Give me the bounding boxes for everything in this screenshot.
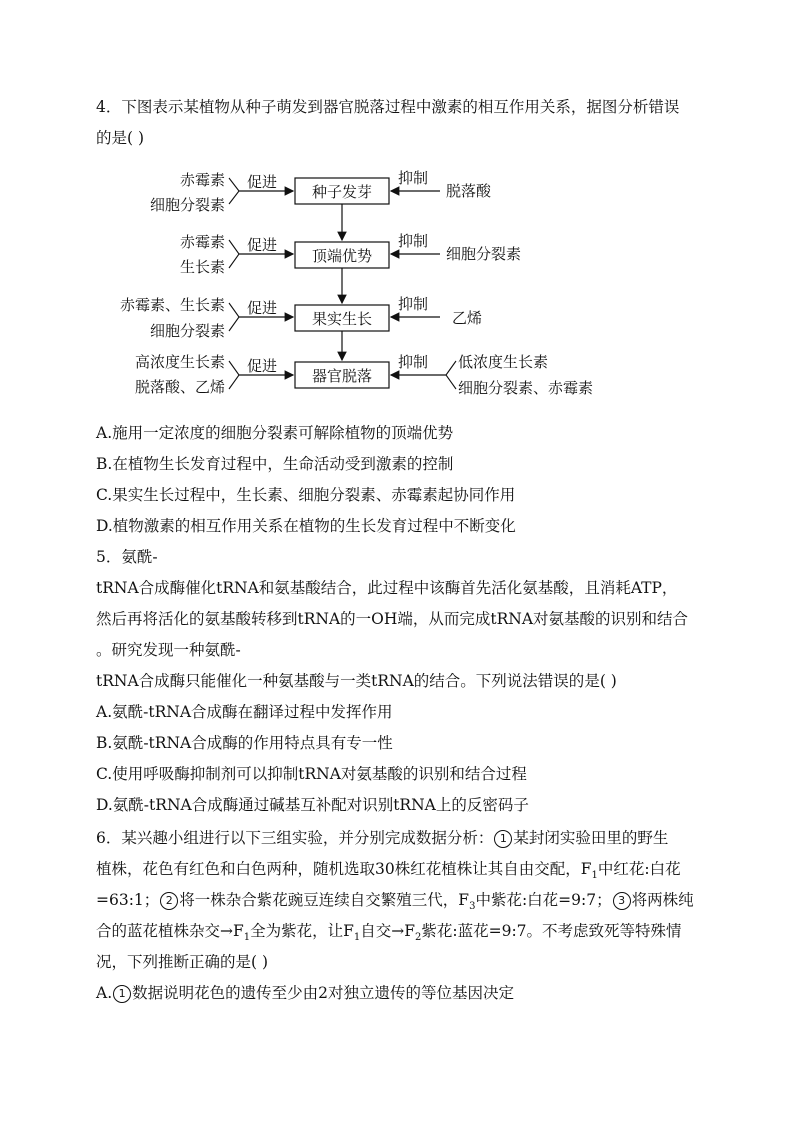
row3-inhibit-label: 抑制 (397, 295, 429, 313)
row1-promote-label: 促进 (246, 173, 278, 191)
row2-promote-label: 促进 (246, 236, 278, 254)
row1-right-a: 脱落酸 (446, 182, 492, 200)
q5-option-d: D.氨酰-tRNA合成酶通过碱基互补配对识别tRNA上的反密码子 (96, 796, 529, 814)
circled-number-2: 2 (160, 892, 178, 910)
row2-right-a: 细胞分裂素 (446, 245, 522, 263)
circled-number-1: 1 (113, 985, 131, 1003)
row4-right-a: 低浓度生长素 (458, 353, 549, 371)
row4-left-a: 高浓度生长素 (134, 353, 225, 371)
row3-left-b: 细胞分裂素 (149, 322, 225, 340)
q4-stem-line2: 的是( ) (96, 129, 145, 147)
q6-line2: 植株，花色有红色和白色两种，随机选取30株红花植株让其自由交配，$F_1$中红花:白花 (96, 860, 681, 882)
row4-inhibit-label: 抑制 (397, 353, 429, 371)
q5-line1: 5．氨酰- (96, 548, 158, 566)
row1-left-brace (229, 178, 239, 204)
row4-right-brace (446, 361, 456, 389)
row1-left-b: 细胞分裂素 (149, 196, 225, 214)
q5-option-b: B.氨酰-tRNA合成酶的作用特点具有专一性 (96, 734, 393, 752)
row4-left-brace (229, 361, 239, 389)
row3-left-brace (229, 303, 239, 331)
q4-option-c: C.果实生长过程中，生长素、细胞分裂素、赤霉素起协同作用 (96, 486, 516, 504)
q4-option-a: A.施用一定浓度的细胞分裂素可解除植物的顶端优势 (96, 424, 454, 442)
q6-line4: 合的蓝花植株杂交$\to F_1$全为紫花，让$F_1$自交$\to F_2$紫花:蓝花=9:7。不考虑致死等特殊情 (96, 922, 682, 944)
q5-line2: tRNA合成酶催化tRNA和氨基酸结合，此过程中该酶首先活化氨基酸，且消耗ATP， (96, 579, 678, 597)
q5-line4: 。研究发现一种氨酰- (96, 641, 241, 659)
row2-left-a: 赤霉素 (179, 233, 225, 251)
row3-promote-label: 促进 (246, 299, 278, 317)
row2-left-brace (229, 240, 239, 268)
box-seed-germination (295, 178, 389, 204)
q5-line3: 然后再将活化的氨基酸转移到tRNA的一OH端，从而完成tRNA对氨基酸的识别和结合 (96, 610, 689, 628)
circled-number-3: 3 (613, 892, 631, 910)
q4-option-b: B.在植物生长发育过程中，生命活动受到激素的控制 (96, 455, 454, 473)
row4-left-b: 脱落酸、乙烯 (134, 378, 225, 396)
box-apical-dominance (295, 242, 389, 268)
q6-line1: 6．某兴趣小组进行以下三组实验，并分别完成数据分析： 1 某封闭实验田里的野生 (96, 829, 669, 847)
row4-promote-label: 促进 (246, 357, 278, 375)
row3-left-a: 赤霉素、生长素 (119, 296, 225, 314)
q6-line3: =63:1； 2 将一株杂合紫花豌豆连续自交繁殖三代，$F_3$中紫花:白花=9:7； 3 将两株纯 (96, 891, 694, 913)
svg-text:果实生长: 果实生长 (311, 310, 373, 328)
q4-option-d: D.植物激素的相互作用关系在植物的生长发育过程中不断变化 (96, 517, 516, 535)
svg-text:顶端优势: 顶端优势 (311, 247, 373, 265)
svg-text:器官脱落: 器官脱落 (311, 367, 373, 385)
box-organ-abscission (295, 362, 389, 388)
q5-option-c: C.使用呼吸酶抑制剂可以抑制tRNA对氨基酸的识别和结合过程 (96, 765, 527, 783)
row1-left-a: 赤霉素 (179, 171, 225, 189)
q4-stem-line1: 4．下图表示某植物从种子萌发到器官脱落过程中激素的相互作用关系，据图分析错误 (96, 98, 680, 116)
q6-line5: 况，下列推断正确的是( ) (96, 953, 269, 971)
q5-line5: tRNA合成酶只能催化一种氨基酸与一类tRNA的结合。下列说法错误的是( ) (96, 672, 617, 690)
row3-right-a: 乙烯 (452, 309, 483, 327)
box-fruit-growth (295, 305, 389, 331)
q5-option-a: A.氨酰-tRNA合成酶在翻译过程中发挥作用 (96, 703, 393, 721)
circled-number-1: 1 (494, 830, 512, 848)
row2-inhibit-label: 抑制 (397, 232, 429, 250)
q6-option-a: A. 1 数据说明花色的遗传至少由2对独立遗传的等位基因决定 (96, 984, 514, 1002)
row2-left-b: 生长素 (179, 258, 225, 276)
row1-inhibit-label: 抑制 (397, 169, 429, 187)
row4-right-b: 细胞分裂素、赤霉素 (458, 379, 594, 397)
svg-text:种子发芽: 种子发芽 (311, 183, 373, 201)
